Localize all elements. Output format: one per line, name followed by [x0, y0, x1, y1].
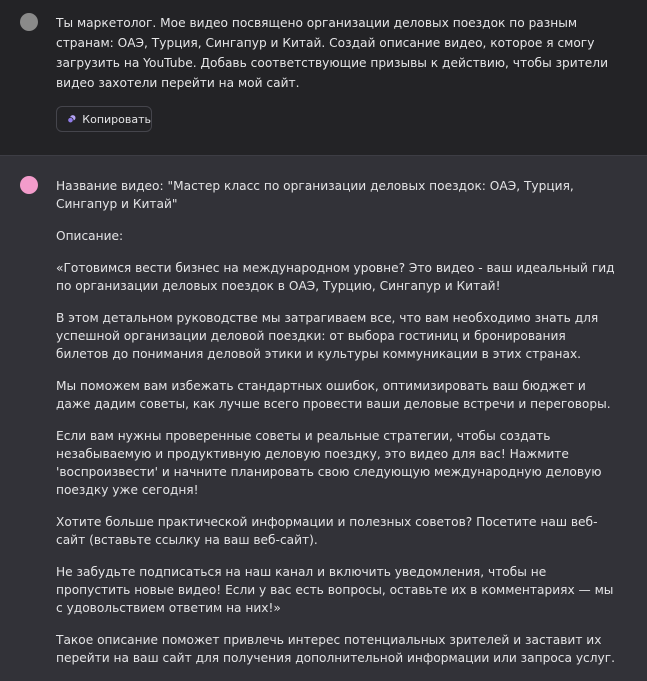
description-paragraph: В этом детальном руководстве мы затрагиваем все, что вам необходимо знать для успешной организации деловой поездки: от выбора гостиниц и бронирования билетов до понимания деловой этики и культуры коммуникации в этих странах.	[56, 311, 599, 361]
copy-button[interactable]	[56, 106, 152, 132]
closing-paragraph: Такое описание поможет привлечь интерес потенциальных зрителей и заставит их перейти на ваш сайт для получения дополнительной информации или запроса услуг.	[56, 633, 616, 665]
description-paragraph: Хотите больше практической информации и полезных советов? Посетите наш веб-сайт (вставьте ссылку на ваш веб-сайт).	[56, 515, 598, 547]
description-paragraph: Мы поможем вам избежать стандартных ошибок, оптимизировать ваш бюджет и даже дадим советы, как лучше всего провести ваши деловые встречи и переговоры.	[56, 379, 611, 411]
user-message	[0, 0, 647, 155]
assistant-avatar	[20, 176, 38, 194]
description-paragraph: Не забудьте подписаться на наш канал и включить уведомления, чтобы не пропустить новые видео! Если у вас есть вопросы, оставьте их в комментариях — мы с удовольствием ответим на них!»	[56, 565, 614, 615]
copy-icon	[67, 113, 76, 125]
user-avatar	[20, 13, 38, 31]
assistant-message-body	[56, 177, 616, 681]
description-paragraph: Если вам нужны проверенные советы и реальные стратегии, чтобы создать незабываемую и продуктивную деловую поездку, это видео для вас! Нажмите 'воспроизвести' и начните планировать свою следующую международную деловую поездку уже сегодня!	[56, 429, 602, 497]
description-paragraph: «Готовимся вести бизнес на международном уровне? Это видео - ваш идеальный гид по организации деловых поездок в ОАЭ, Турцию, Сингапур и Китай!	[56, 261, 615, 293]
video-title-paragraph: Название видео: "Мастер класс по организации деловых поездок: ОАЭ, Турция, Сингапур и Китай"	[56, 179, 574, 211]
copy-button-label: Копировать	[82, 112, 151, 126]
description-label: Описание:	[56, 229, 124, 243]
user-message-text: Ты маркетолог. Мое видео посвящено организации деловых поездок по разным странам: ОАЭ, Турция, Сингапур и Китай. Создай описание видео, которое я смогу загрузить на YouTube. Добавь соответствующие призывы к действию, чтобы зрители видео захотели перейти на мой сайт.	[56, 16, 609, 90]
message-divider	[0, 155, 647, 156]
